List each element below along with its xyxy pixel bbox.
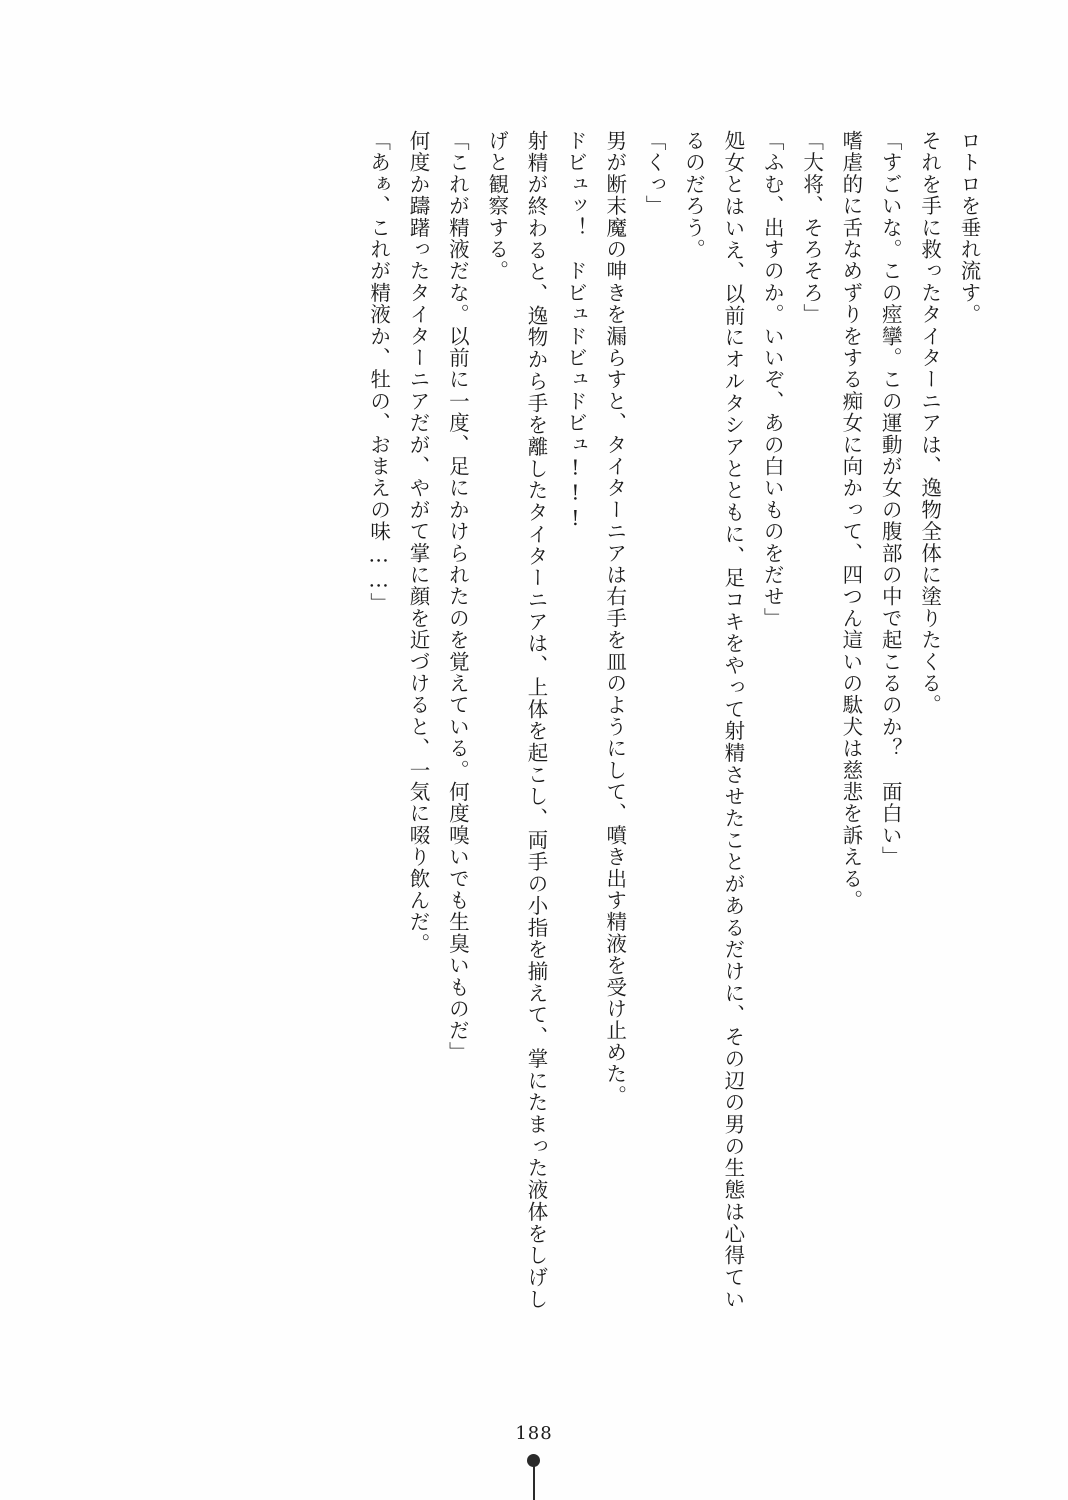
- page-body-text: [358, 130, 988, 1310]
- paragraph: 処女とはいえ、以前にオルタシアとともに、足コキをやって射精させたことがあるだけに、その辺の男の生態は心得ているのだろう。: [681, 130, 745, 1310]
- footer-stem-icon: [533, 1466, 535, 1500]
- paragraph: 「くっ」: [642, 130, 667, 217]
- footer-ornament-icon: [527, 1454, 541, 1500]
- paragraph: 男が断末魔の呻きを漏らすと、タイターニアは右手を皿のようにして、噴き出す精液を受け止めた。: [602, 130, 627, 1107]
- page-number: 188: [515, 1423, 553, 1444]
- paragraph: 「これが精液だな。以前に一度、足にかけられたのを覚えている。何度嗅いでも生臭いものだ」: [445, 130, 470, 1064]
- paragraph: 「あぁ、これが精液か、牡の、おまえの味……」: [366, 130, 391, 615]
- paragraph: 「すごいな。この痙攣。この運動が女の腹部の中で起こるのか？ 面白い」: [878, 130, 903, 868]
- paragraph: 「ふむ、出すのか。いいぞ、あの白いものをだせ」: [760, 130, 785, 630]
- paragraph: 何度か躊躇ったタイターニアだが、やがて掌に顔を近づけると、一気に啜り飲んだ。: [405, 130, 430, 955]
- paragraph: 嗜虐的に舌なめずりをする痴女に向かって、四つん這いの駄犬は慈悲を訴える。: [838, 130, 863, 912]
- paragraph: それを手に救ったタイターニアは、逸物全体に塗りたくる。: [917, 130, 942, 716]
- paragraph: ロトロを垂れ流す。: [957, 130, 981, 326]
- paragraph: ドビュッ！ ドビュドビュドビュ!!!: [563, 130, 588, 532]
- paragraph: 「大将、そろそろ」: [799, 130, 824, 326]
- paragraph: 射精が終わると、逸物から手を離したタイターニアは、上体を起こし、両手の小指を揃えて、掌にたまった液体をしげしげと観察する。: [484, 130, 549, 1310]
